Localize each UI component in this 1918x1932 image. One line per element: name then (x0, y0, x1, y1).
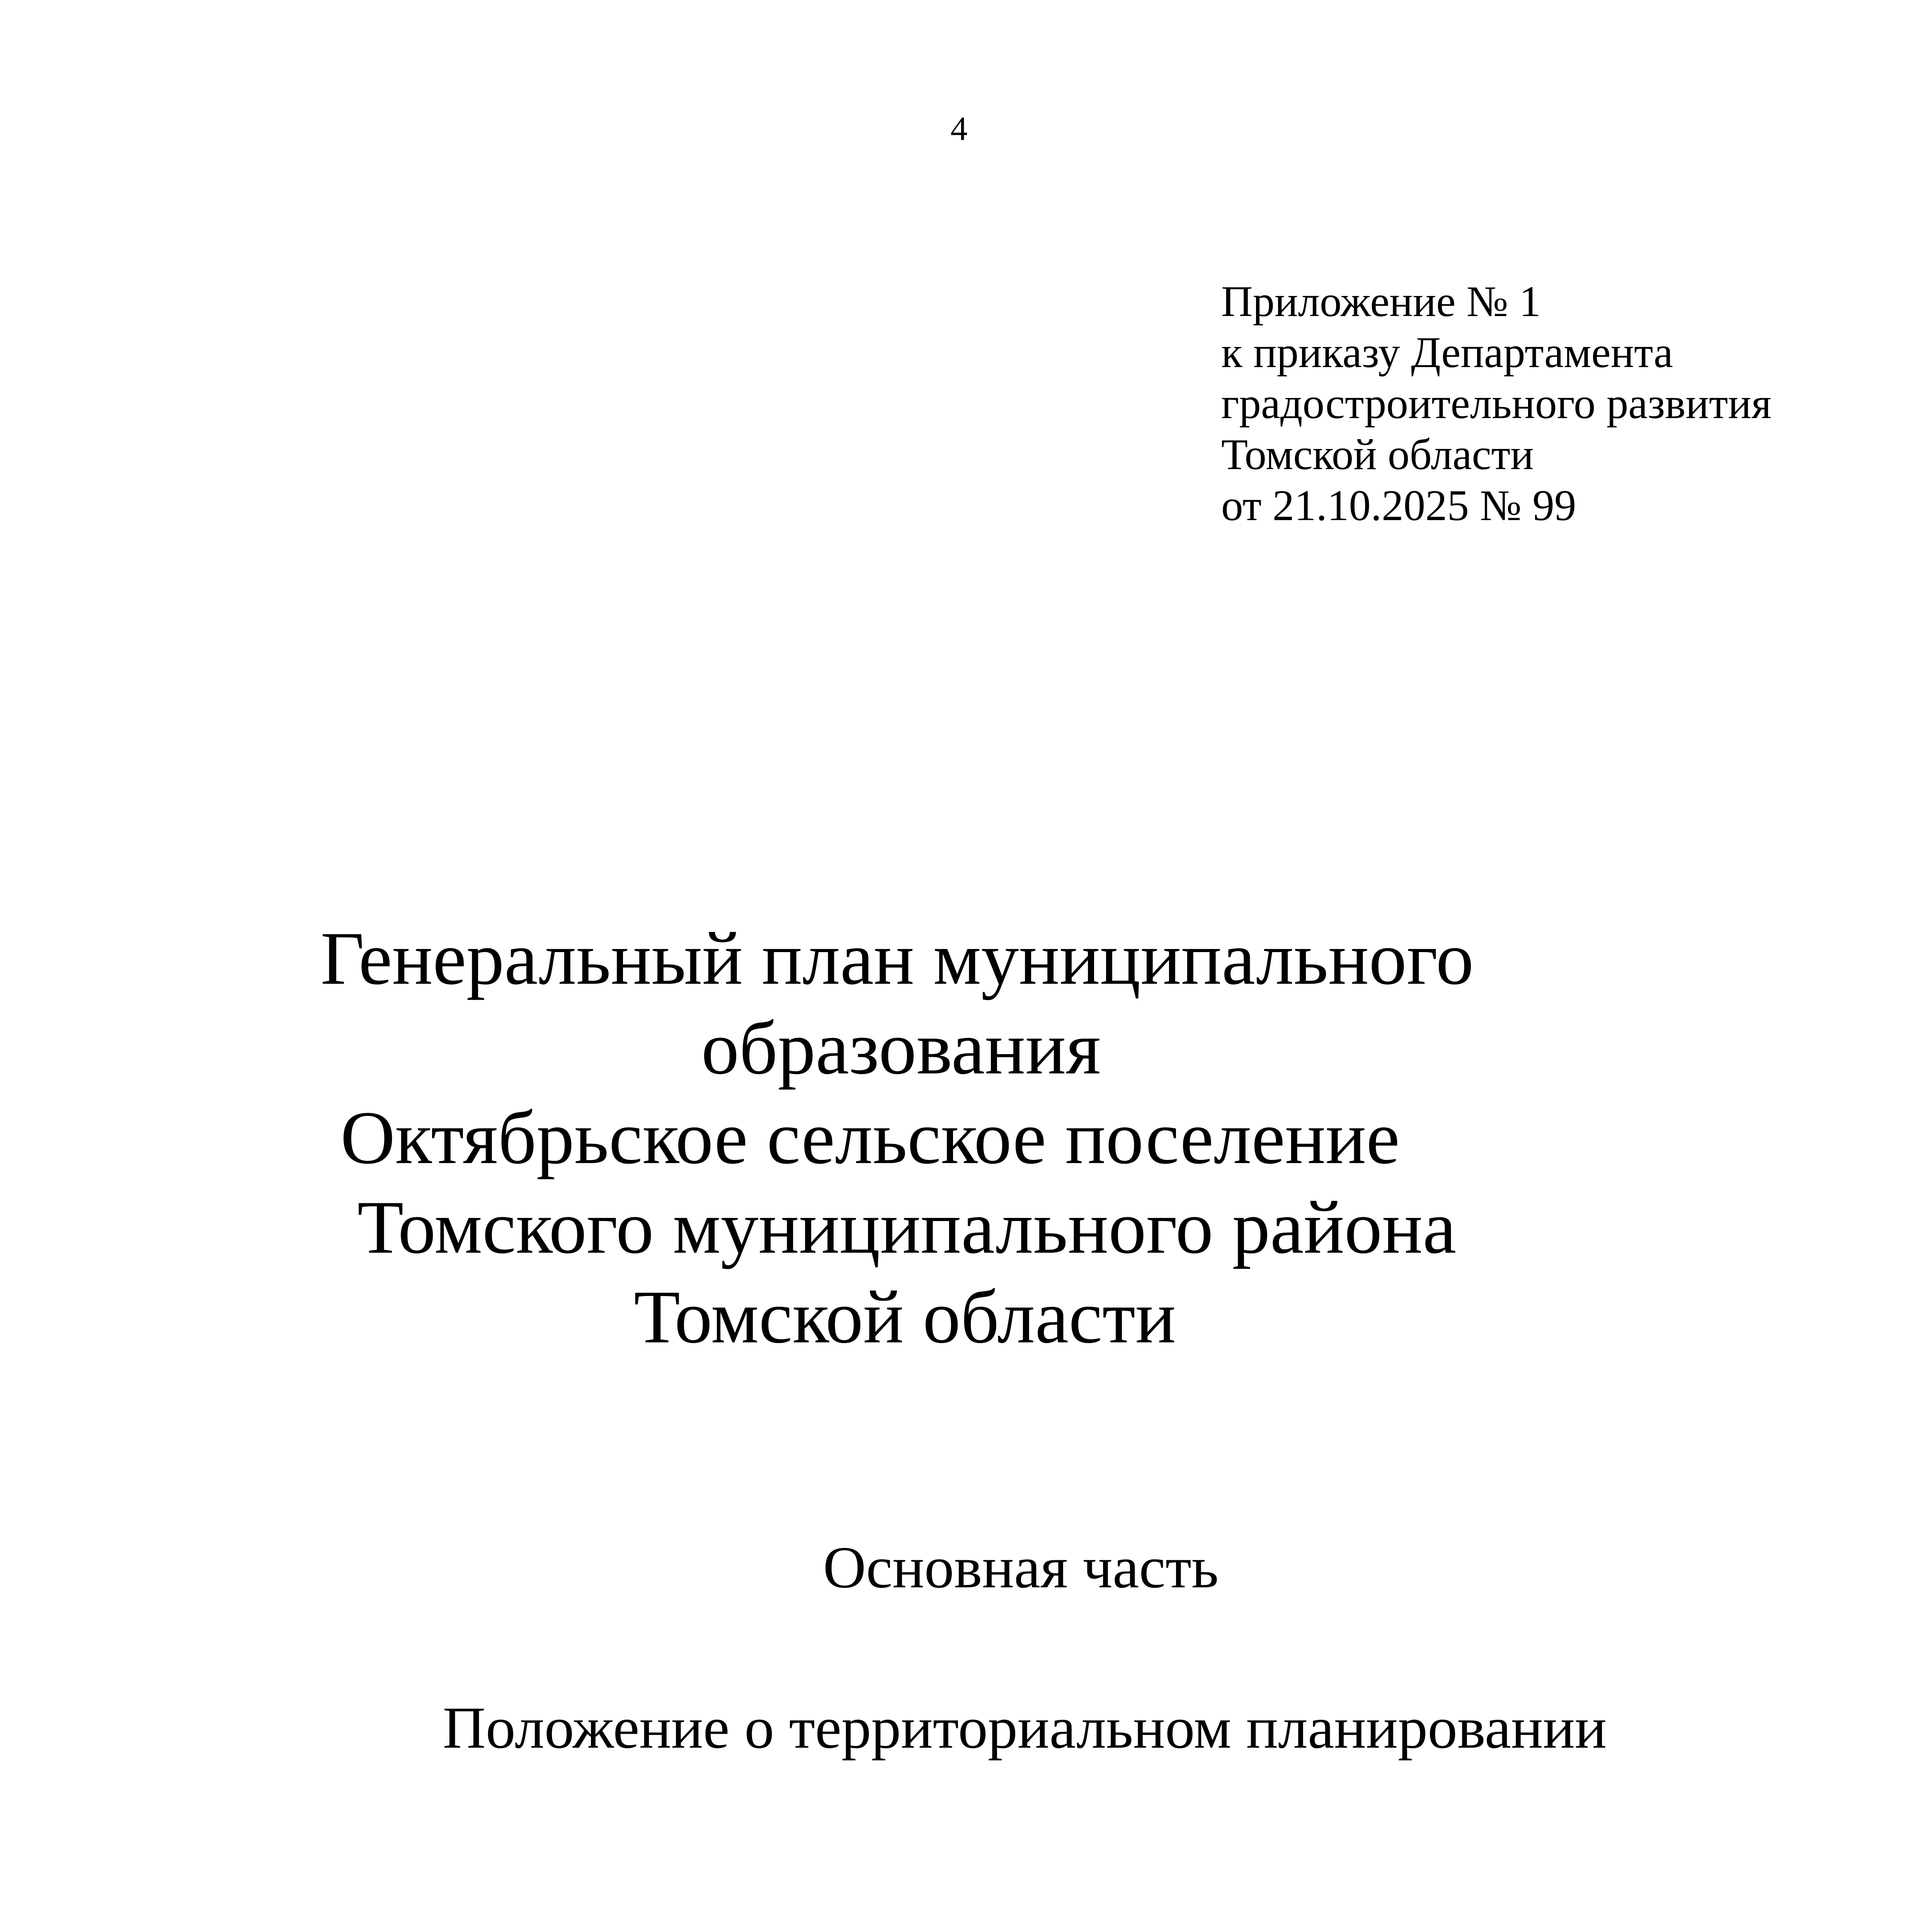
title-line: образования (701, 1006, 1101, 1090)
document-title (0, 914, 1918, 1362)
section-heading: Основная часть (823, 1535, 1219, 1600)
appendix-region-line: Томской области (1221, 430, 1534, 479)
section-subheading: Положение о территориальном планировании (442, 1695, 1607, 1761)
page-number: 4 (950, 110, 968, 148)
title-line: Томского муниципального района (357, 1185, 1457, 1269)
title-line: Генеральный план муниципального (320, 917, 1474, 1000)
appendix-date-line: от 21.10.2025 № 99 (1221, 481, 1576, 530)
appendix-title: Приложение № 1 (1221, 277, 1541, 326)
title-line: Томской области (634, 1275, 1176, 1359)
title-line: Октябрьское сельское поселение (340, 1096, 1400, 1180)
appendix-department-line: градостроительного развития (1221, 379, 1772, 428)
appendix-order-line: к приказу Департамента (1221, 328, 1673, 377)
appendix-reference (1221, 276, 1886, 531)
